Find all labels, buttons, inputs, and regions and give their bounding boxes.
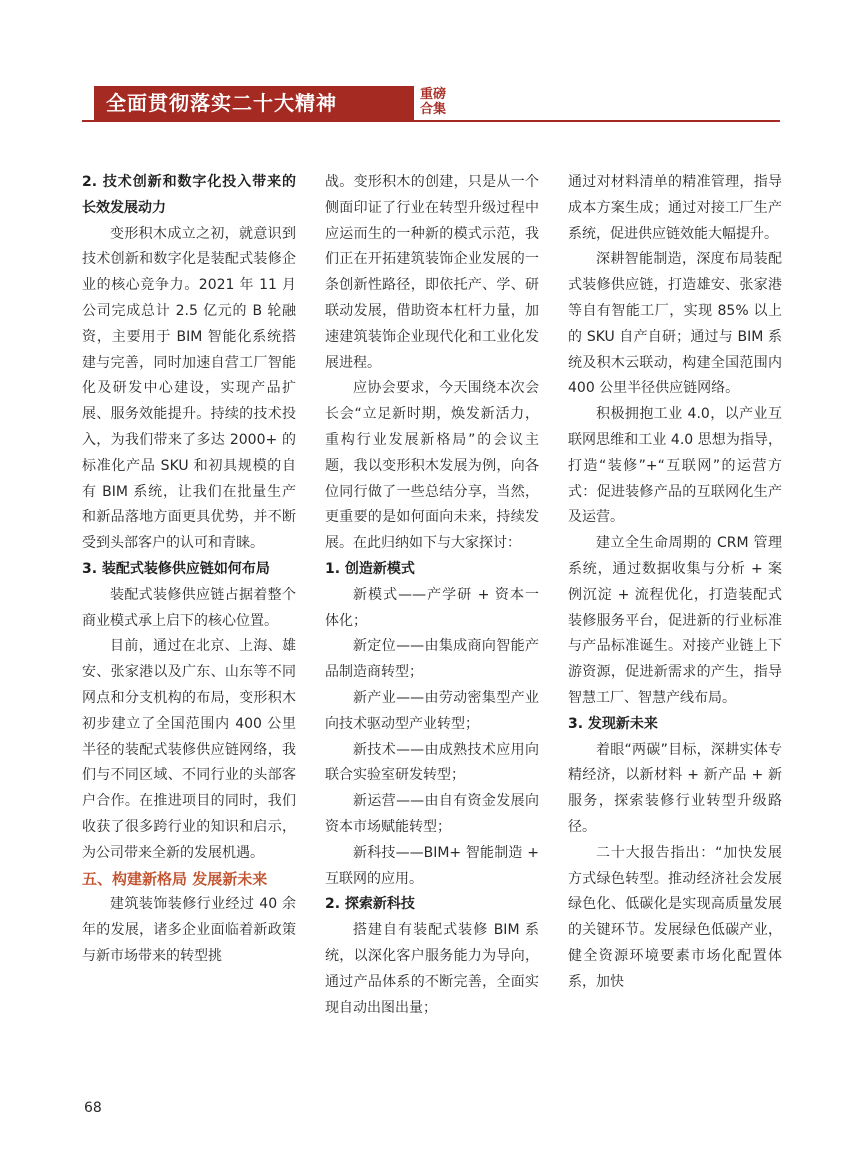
section-heading: 3. 发现新未来 xyxy=(568,715,658,732)
paragraph: 新科技——BIM+ 智能制造 + 互联网的应用。 xyxy=(325,844,539,887)
paragraph: 通过对材料清单的精准管理，指导成本方案生成；通过对接工厂生产系统，促进供应链效能大幅提升。 xyxy=(568,174,782,242)
text-column-2 xyxy=(325,170,539,1021)
page-number: 68 xyxy=(84,1100,102,1116)
text-column-1 xyxy=(82,170,296,970)
text-column-3 xyxy=(568,170,782,996)
paragraph: 着眼“两碳”目标，深耕实体专精经济，以新材料 + 新产品 + 新服务，探索装修行业转型升级路径。 xyxy=(568,741,782,835)
paragraph: 深耕智能制造，深度布局装配式装修供应链，打造雄安、张家港等自有智能工厂，实现 85% 以上的 SKU 自产自研；通过与 BIM 系统及积木云联动，构建全国范围内 400 公里半径供应链网络。 xyxy=(568,251,782,397)
section-heading: 1. 创造新模式 xyxy=(325,560,415,577)
paragraph: 新运营——由自有资金发展向资本市场赋能转型； xyxy=(325,793,539,835)
section-heading: 3. 装配式装修供应链如何布局 xyxy=(82,560,270,577)
paragraph: 应协会要求，今天围绕本次会长会“立足新时期，焕发新活力，重构行业发展新格局”的会议主题，我以变形积木发展为例，向各位同行做了一些总结分享，当然，更重要的是如何面向未来，持续发展。在此归纳如下与大家探讨： xyxy=(325,380,539,552)
paragraph: 新产业——由劳动密集型产业向技术驱动型产业转型； xyxy=(325,689,539,732)
section-heading: 2. 技术创新和数字化投入带来的长效发展动力 xyxy=(82,174,296,216)
badge-line-1: 重磅 xyxy=(420,87,447,102)
paragraph: 装配式装修供应链占据着整个商业模式承上启下的核心位置。 xyxy=(82,586,296,629)
paragraph: 新定位——由集成商向智能产品制造商转型； xyxy=(325,638,539,681)
badge-line-2: 合集 xyxy=(420,102,447,117)
paragraph: 变形积木成立之初，就意识到技术创新和数字化是装配式装修企业的核心竞争力。2021 年 11 月公司完成总计 2.5 亿元的 B 轮融资，主要用于 BIM 智能化系统搭建与完善，同时加速自营工厂智能化及研发中心建设，实现产品扩展、服务效能提升。持续的技术投入，为我们带来了多达 2000+ 的标准化产品 SKU 和初具规模的自有 BIM 系统，让我们在批量生产和新品落地方面更具优势，并不断受到头部客户的认可和青睐。 xyxy=(82,225,296,552)
section-header xyxy=(82,86,780,120)
paragraph: 积极拥抱工业 4.0，以产业互联网思维和工业 4.0 思想为指导，打造“装修”+“互联网”的运营方式：促进装修产品的互联网化生产及运营。 xyxy=(568,406,782,526)
section-heading: 五、构建新格局 发展新未来 xyxy=(82,869,268,888)
section-title: 全面贯彻落实二十大精神 xyxy=(94,86,414,120)
paragraph: 战。变形积木的创建，只是从一个侧面印证了行业在转型升级过程中应运而生的一种新的模式示范，我们正在开拓建筑装饰企业发展的一条创新性路径，即依托产、学、研联动发展，借助资本杠杆力量，加速建筑装饰企业现代化和工业化发展进程。 xyxy=(325,174,539,371)
paragraph: 新模式——产学研 + 资本一体化； xyxy=(325,586,539,629)
paragraph: 搭建自有装配式装修 BIM 系统，以深化客户服务能力为导向，通过产品体系的不断完善，全面实现自动出图出量； xyxy=(325,922,539,1016)
section-heading: 2. 探索新科技 xyxy=(325,896,415,913)
header-rule xyxy=(82,120,780,122)
paragraph: 建筑装饰装修行业经过 40 余年的发展，诸多企业面临着新政策与新市场带来的转型挑 xyxy=(82,896,296,964)
paragraph: 二十大报告指出：“加快发展方式绿色转型。推动经济社会发展绿色化、低碳化是实现高质量发展的关键环节。发展绿色低碳产业，健全资源环境要素市场化配置体系，加快 xyxy=(568,844,782,990)
section-badge xyxy=(420,87,450,117)
paragraph: 目前，通过在北京、上海、雄安、张家港以及广东、山东等不同网点和分支机构的布局，变形积木初步建立了全国范围内 400 公里半径的装配式装修供应链网络，我们与不同区域、不同行业的头部客户合作。在推进项目的同时，我们收获了很多跨行业的知识和启示，为公司带来全新的发展机遇。 xyxy=(82,638,296,861)
paragraph: 建立全生命周期的 CRM 管理系统，通过数据收集与分析 + 案例沉淀 + 流程优化，打造装配式装修服务平台，促进新的行业标准与产品标准诞生。对接产业链上下游资源，促进新需求的产生，指导智慧工厂、智慧产线布局。 xyxy=(568,535,782,706)
paragraph: 新技术——由成熟技术应用向联合实验室研发转型； xyxy=(325,741,539,784)
